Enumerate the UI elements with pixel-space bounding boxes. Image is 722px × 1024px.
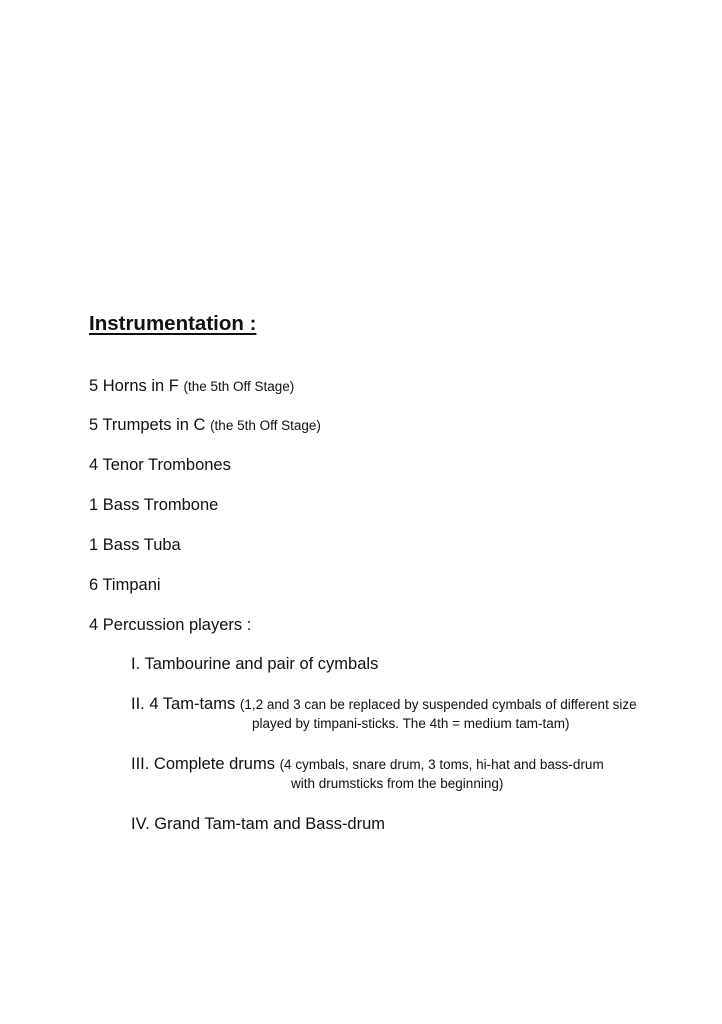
instrument-timpani [89,576,161,595]
percussion-item-1 [131,655,378,674]
percussion-note-continued: played by timpani-sticks. The 4th = medium tam-tam) [252,716,570,731]
instrument-trumpets [89,416,321,435]
percussion-item-2 [131,695,637,714]
page-title: Instrumentation : [89,312,257,335]
percussion-item-4 [131,815,385,834]
instrument-label: 6 Timpani [89,576,161,594]
instrument-label: 4 Percussion players : [89,616,252,634]
instrument-percussion [89,616,251,635]
percussion-label: I. Tambourine and pair of cymbals [131,655,379,673]
percussion-note: (4 cymbals, snare drum, 3 toms, hi-hat and bass-drum [279,757,604,772]
percussion-item-3 [131,755,604,774]
instrument-label: 4 Tenor Trombones [89,456,231,474]
percussion-note: (1,2 and 3 can be replaced by suspended cymbals of different size [239,697,637,712]
instrument-note: (the 5th Off Stage) [183,379,295,394]
percussion-note-continued: with drumsticks from the beginning) [291,776,504,791]
instrument-label: 1 Bass Trombone [89,496,219,514]
instrument-bass-tuba [89,536,181,555]
percussion-label: IV. Grand Tam-tam and Bass-drum [131,815,386,833]
instrument-note: (the 5th Off Stage) [210,418,321,433]
percussion-label: III. Complete drums [131,755,275,773]
instrument-label: 5 Horns in F [89,377,179,395]
instrument-label: 1 Bass Tuba [89,536,181,554]
instrument-tenor-trombones [89,456,231,475]
instrument-bass-trombone [89,496,218,515]
instrument-horns [89,377,294,396]
instrument-label: 5 Trumpets in C [89,416,206,434]
percussion-label: II. 4 Tam-tams [131,695,236,713]
